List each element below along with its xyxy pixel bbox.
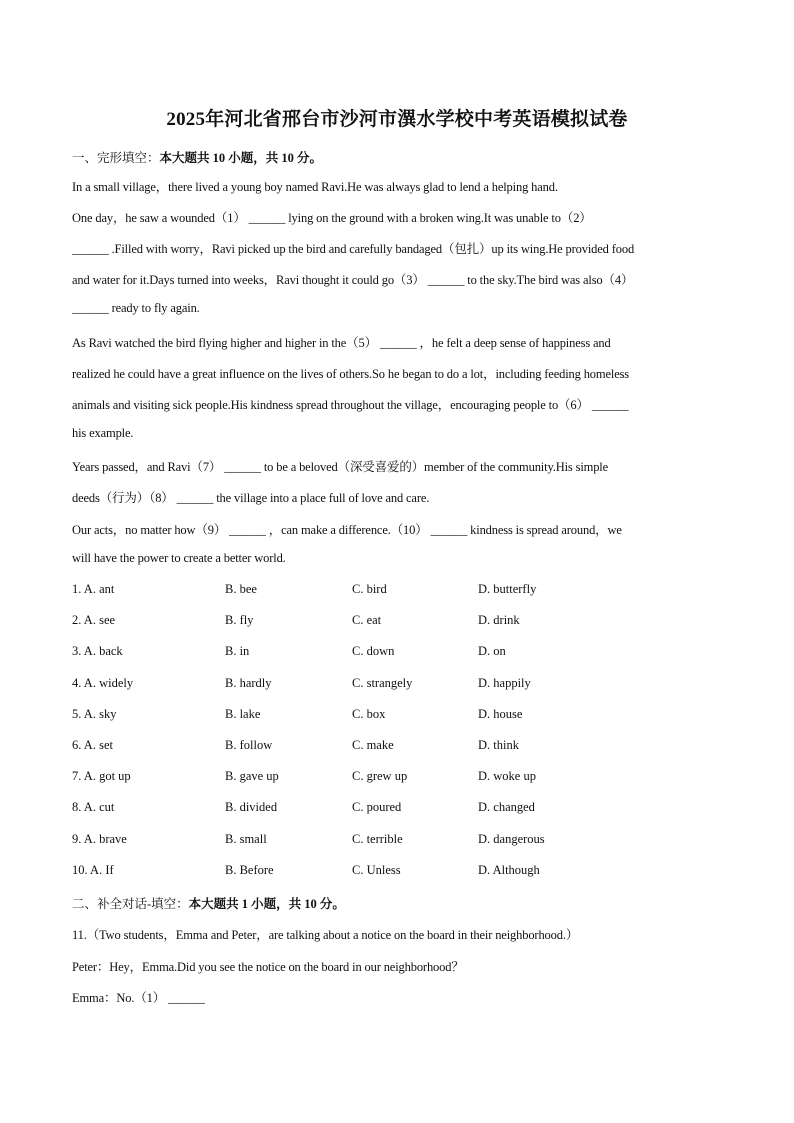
passage-line: ______ ready to fly again. bbox=[72, 301, 200, 315]
option-a: 9. A. brave bbox=[72, 832, 127, 846]
question-row-8 bbox=[72, 800, 732, 818]
option-a: 1. A. ant bbox=[72, 582, 115, 596]
passage-line: As Ravi watched the bird flying higher and higher in the（5） ______ ，he felt a deep sense of happiness and bbox=[72, 336, 611, 350]
exam-title: 2025年河北省邢台市沙河市潩水学校中考英语模拟试卷 bbox=[166, 109, 628, 130]
passage-line: ______ .Filled with worry，Ravi picked up the bird and carefully bandaged（包扎）up its wing.He provided food bbox=[72, 242, 635, 256]
passage-line: realized he could have a great influence on the lives of others.So he began to do a lot，including feeding homeless bbox=[72, 367, 630, 381]
option-d: D. butterfly bbox=[478, 582, 537, 596]
passage-line: his example. bbox=[72, 426, 134, 440]
option-a: 6. A. set bbox=[72, 738, 113, 752]
section-info: 本大题共 1 小题，共 10 分。 bbox=[188, 897, 345, 911]
option-d: D. on bbox=[478, 644, 506, 658]
dialogue-line: Peter：Hey，Emma.Did you see the notice on the board in our neighborhood？ bbox=[72, 960, 464, 974]
passage-line: will have the power to create a better world. bbox=[72, 551, 286, 565]
question-row-3 bbox=[72, 644, 732, 662]
passage-line: animals and visiting sick people.His kindness spread throughout the village，encouraging people to（6） ______ bbox=[72, 398, 629, 412]
option-c: C. bird bbox=[352, 582, 387, 596]
option-c: C. make bbox=[352, 738, 394, 752]
option-a: 7. A. got up bbox=[72, 769, 131, 783]
option-c: C. poured bbox=[352, 800, 402, 814]
section-label: 一、完形填空： bbox=[72, 151, 160, 165]
passage-line: and water for it.Days turned into weeks，Ravi thought it could go（3） ______ to the sky.The bird was also（4） bbox=[72, 273, 634, 287]
dialogue-line: 11.（Two students，Emma and Peter，are talking about a notice on the board in their neighborhood.） bbox=[72, 928, 579, 942]
question-row-5 bbox=[72, 707, 732, 725]
option-b: B. hardly bbox=[225, 676, 272, 690]
option-d: D. happily bbox=[478, 676, 531, 690]
option-a: 10. A. If bbox=[72, 863, 114, 877]
section-info: 本大题共 10 小题，共 10 分。 bbox=[159, 151, 323, 165]
dialogue-line: Emma：No.（1） ______ bbox=[72, 991, 205, 1005]
option-a: 3. A. back bbox=[72, 644, 123, 658]
option-a: 2. A. see bbox=[72, 613, 116, 627]
option-b: B. lake bbox=[225, 707, 261, 721]
question-row-10 bbox=[72, 863, 732, 881]
option-b: B. small bbox=[225, 832, 267, 846]
question-row-6 bbox=[72, 738, 732, 756]
option-b: B. gave up bbox=[225, 769, 279, 783]
option-d: D. house bbox=[478, 707, 523, 721]
option-c: C. terrible bbox=[352, 832, 403, 846]
option-a: 5. A. sky bbox=[72, 707, 117, 721]
option-d: D. changed bbox=[478, 800, 535, 814]
option-c: C. strangely bbox=[352, 676, 413, 690]
question-row-7 bbox=[72, 769, 732, 787]
option-b: B. follow bbox=[225, 738, 273, 752]
section-heading-dialogue bbox=[72, 894, 345, 912]
option-c: C. box bbox=[352, 707, 386, 721]
option-d: D. woke up bbox=[478, 769, 536, 783]
option-c: C. down bbox=[352, 644, 395, 658]
option-d: D. drink bbox=[478, 613, 520, 627]
option-b: B. Before bbox=[225, 863, 274, 877]
question-row-1 bbox=[72, 582, 732, 600]
option-b: B. in bbox=[225, 644, 250, 658]
passage-line: In a small village，there lived a young boy named Ravi.He was always glad to lend a helping hand. bbox=[72, 180, 558, 194]
option-c: C. grew up bbox=[352, 769, 408, 783]
option-b: B. divided bbox=[225, 800, 278, 814]
option-d: D. Although bbox=[478, 863, 540, 877]
question-row-9 bbox=[72, 832, 732, 850]
option-a: 4. A. widely bbox=[72, 676, 134, 690]
option-b: B. fly bbox=[225, 613, 254, 627]
question-row-4 bbox=[72, 676, 732, 694]
passage-line: Our acts，no matter how（9） ______ ，can make a difference.（10） ______ kindness is spread around，we bbox=[72, 523, 622, 537]
section-heading-cloze bbox=[72, 148, 322, 166]
question-row-2 bbox=[72, 613, 732, 631]
option-b: B. bee bbox=[225, 582, 257, 596]
option-c: C. eat bbox=[352, 613, 382, 627]
option-c: C. Unless bbox=[352, 863, 401, 877]
option-d: D. think bbox=[478, 738, 519, 752]
passage-line: deeds（行为）（8） ______ the village into a place full of love and care. bbox=[72, 491, 430, 505]
section-label: 二、补全对话-填空： bbox=[72, 897, 189, 911]
passage-line: Years passed，and Ravi（7） ______ to be a beloved（深受喜爱的）member of the community.His simple bbox=[72, 460, 609, 474]
passage-line: One day，he saw a wounded（1） ______ lying on the ground with a broken wing.It was unable to（2） bbox=[72, 211, 592, 225]
option-a: 8. A. cut bbox=[72, 800, 115, 814]
option-d: D. dangerous bbox=[478, 832, 545, 846]
